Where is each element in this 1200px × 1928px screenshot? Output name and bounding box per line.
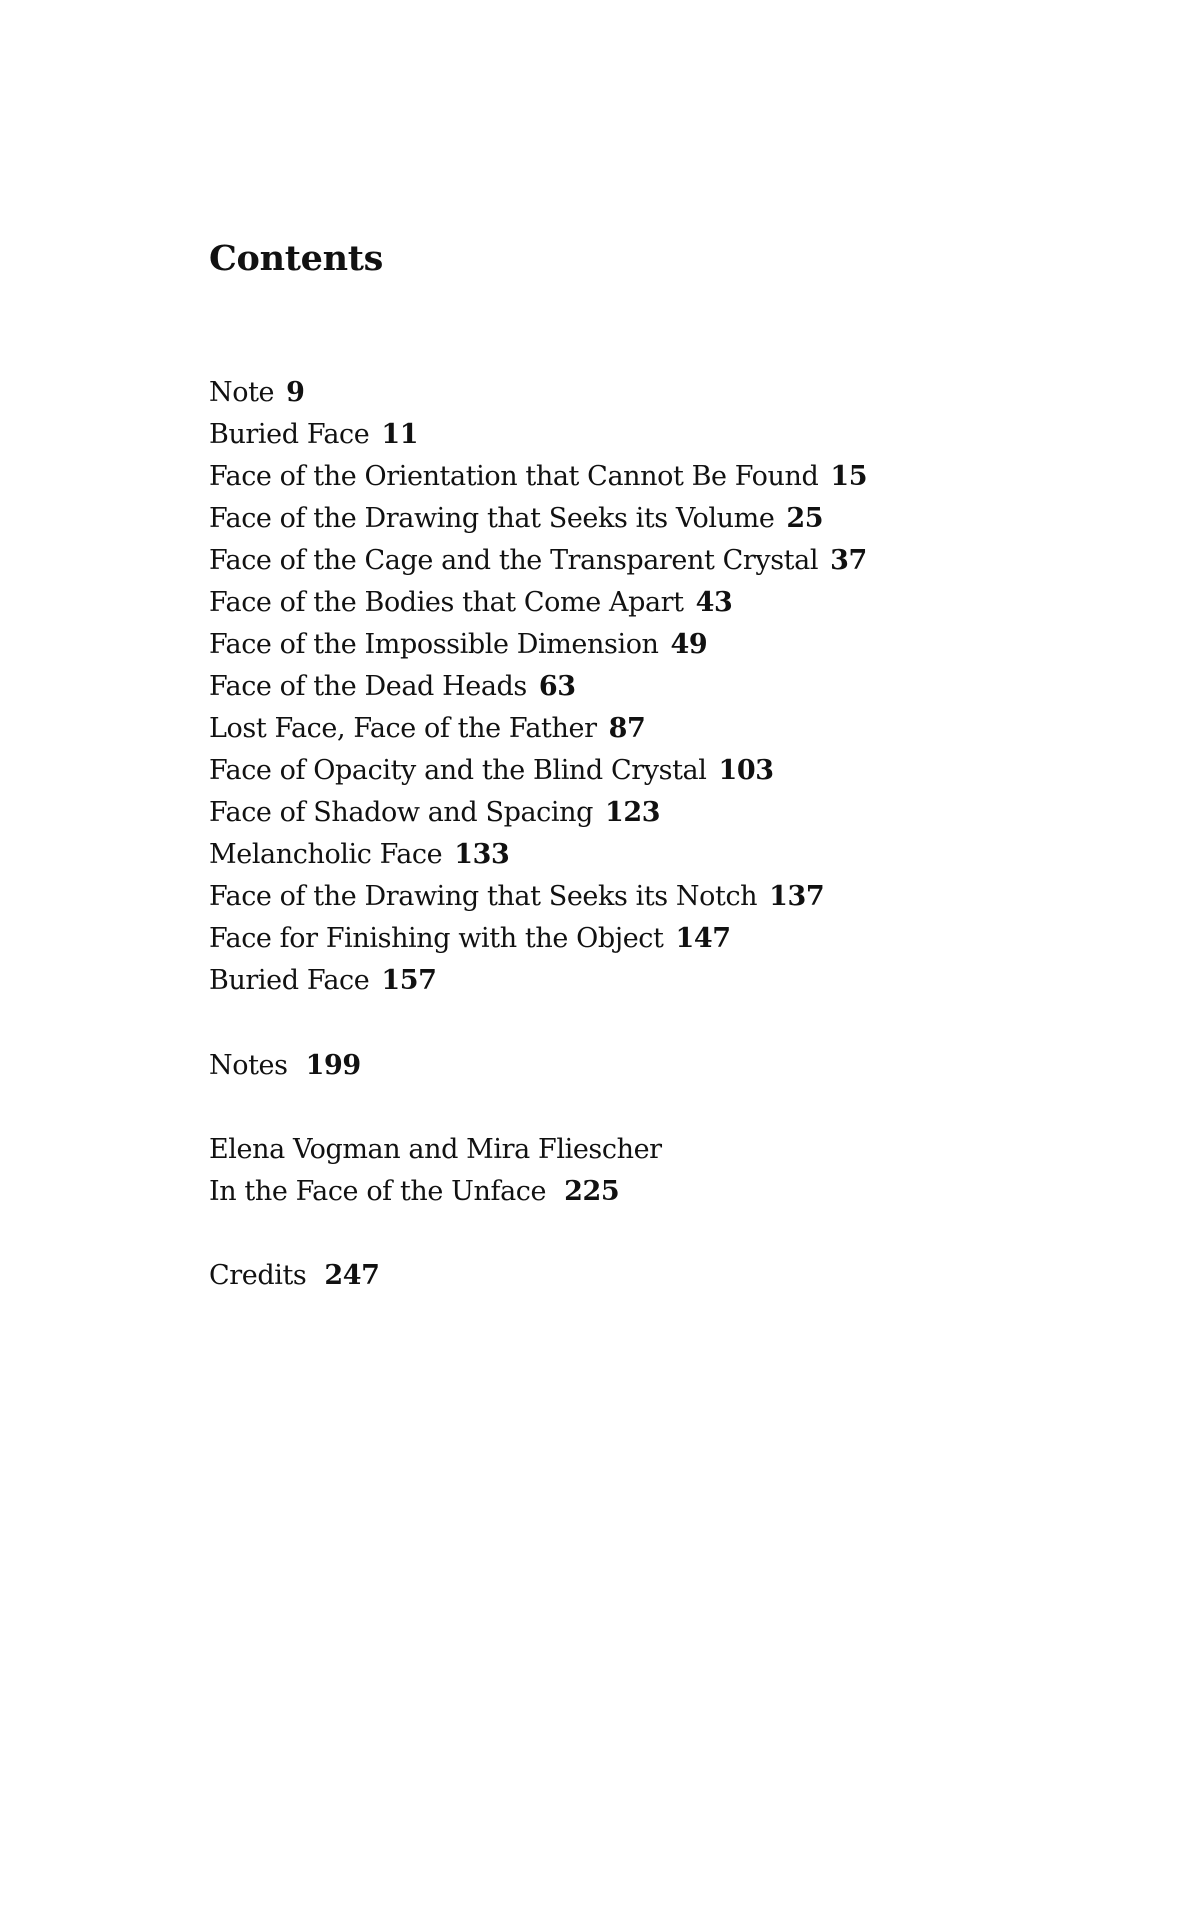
- toc-entry: [209, 960, 867, 1002]
- toc-entry-title: Note: [209, 377, 275, 408]
- toc-entry-page: 103: [718, 755, 774, 786]
- toc-entry-title: Face for Finishing with the Object: [209, 923, 664, 954]
- notes-title: Notes: [209, 1050, 288, 1081]
- toc-entry: [209, 582, 867, 624]
- credits-page: 247: [324, 1260, 380, 1291]
- credits-title: Credits: [209, 1260, 307, 1291]
- toc-entry: [209, 708, 867, 750]
- toc-entry-page: 147: [675, 923, 731, 954]
- toc-entry: [209, 624, 867, 666]
- toc-entry-title: Buried Face: [209, 965, 370, 996]
- toc-entry-page: 37: [830, 545, 867, 576]
- toc-entry-page: 49: [670, 629, 708, 660]
- toc-entry-title: Face of Opacity and the Blind Crystal: [209, 755, 707, 786]
- toc-entry: [209, 666, 867, 708]
- toc-entry-page: 87: [608, 713, 646, 744]
- toc-entry-title: Lost Face, Face of the Father: [209, 713, 597, 744]
- toc-entry: [209, 456, 867, 498]
- toc-credits-entry: [209, 1255, 380, 1297]
- toc-entry-title: Face of the Drawing that Seeks its Notch: [209, 881, 758, 912]
- toc-list: [209, 372, 867, 1002]
- toc-entry-title: Face of the Bodies that Come Apart: [209, 587, 684, 618]
- toc-afterword-entry: [209, 1129, 662, 1213]
- toc-entry: [209, 540, 867, 582]
- toc-entry-page: 43: [695, 587, 733, 618]
- page-title: Contents: [209, 238, 384, 279]
- toc-entry-title: Face of the Orientation that Cannot Be Found: [209, 461, 819, 492]
- toc-entry-page: 63: [538, 671, 576, 702]
- toc-entry-page: 9: [286, 377, 305, 408]
- toc-entry-title: Face of the Impossible Dimension: [209, 629, 659, 660]
- toc-entry-page: 11: [381, 419, 419, 450]
- toc-entry: [209, 372, 867, 414]
- toc-notes-entry: [209, 1045, 361, 1087]
- toc-entry-page: 133: [454, 839, 510, 870]
- toc-entry-page: 25: [786, 503, 824, 534]
- toc-entry-page: 123: [605, 797, 661, 828]
- afterword-title: In the Face of the Unface: [209, 1176, 547, 1207]
- toc-entry: [209, 750, 867, 792]
- toc-entry-title: Buried Face: [209, 419, 370, 450]
- toc-entry-page: 15: [830, 461, 868, 492]
- toc-entry: [209, 792, 867, 834]
- toc-entry-page: 137: [769, 881, 825, 912]
- notes-page: 199: [305, 1050, 361, 1081]
- toc-entry-title: Face of the Dead Heads: [209, 671, 527, 702]
- toc-entry: [209, 498, 867, 540]
- toc-entry-title: Melancholic Face: [209, 839, 443, 870]
- toc-entry-page: 157: [381, 965, 437, 996]
- afterword-page: 225: [564, 1176, 620, 1207]
- toc-entry-title: Face of Shadow and Spacing: [209, 797, 593, 828]
- afterword-authors: Elena Vogman and Mira Fliescher: [209, 1134, 662, 1165]
- toc-entry-title: Face of the Drawing that Seeks its Volume: [209, 503, 775, 534]
- toc-entry: [209, 876, 867, 918]
- toc-entry-title: Face of the Cage and the Transparent Crystal: [209, 545, 819, 576]
- toc-entry: [209, 918, 867, 960]
- toc-entry: [209, 414, 867, 456]
- toc-entry: [209, 834, 867, 876]
